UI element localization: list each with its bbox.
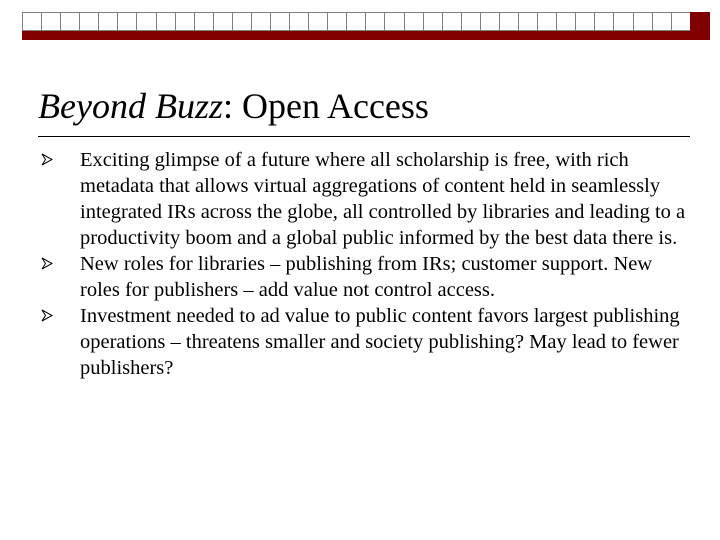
header-square xyxy=(232,12,251,31)
arrowhead-bullet-icon xyxy=(41,153,53,166)
header-square xyxy=(404,12,423,31)
header-square xyxy=(499,12,518,31)
bullet-list xyxy=(38,147,688,381)
header-square xyxy=(442,12,461,31)
header-square xyxy=(652,12,671,31)
header-square xyxy=(79,12,98,31)
slide-title-emphasis: Beyond Buzz xyxy=(38,86,223,126)
header-accent-square xyxy=(690,12,710,31)
header-square xyxy=(518,12,537,31)
header-square xyxy=(117,12,136,31)
header-square xyxy=(346,12,365,31)
header-square xyxy=(480,12,499,31)
header-square xyxy=(327,12,346,31)
arrowhead-bullet-icon xyxy=(41,257,53,270)
header-square xyxy=(423,12,442,31)
bullet-item xyxy=(38,147,688,251)
slide-title xyxy=(38,84,429,128)
bullet-text: Investment needed to ad value to public content favors largest publishing operations – threatens smaller and society publishing? May lead to fewer publishers? xyxy=(80,305,680,379)
header-square xyxy=(270,12,289,31)
header-square xyxy=(537,12,556,31)
header-square xyxy=(194,12,213,31)
header-square xyxy=(289,12,308,31)
header-square xyxy=(156,12,175,31)
header-squares xyxy=(22,12,710,31)
slide-title-rest: : Open Access xyxy=(222,86,429,126)
header-square xyxy=(175,12,194,31)
header-square xyxy=(461,12,480,31)
bullet-text: New roles for libraries – publishing from IRs; customer support. New roles for publishers – add value not control access. xyxy=(80,253,653,301)
header-square xyxy=(575,12,594,31)
header-square xyxy=(251,12,270,31)
header-square xyxy=(41,12,60,31)
header-square xyxy=(556,12,575,31)
bullet-item xyxy=(38,251,688,303)
header-square xyxy=(213,12,232,31)
header-square xyxy=(308,12,327,31)
header-square xyxy=(365,12,384,31)
header-square xyxy=(613,12,632,31)
header-square xyxy=(594,12,613,31)
bullet-item xyxy=(38,303,688,381)
header-square xyxy=(98,12,117,31)
header-square xyxy=(671,12,690,31)
title-divider xyxy=(38,136,690,137)
arrowhead-bullet-icon xyxy=(41,309,53,322)
header-band xyxy=(22,31,710,40)
header-square xyxy=(22,12,41,31)
header-square xyxy=(60,12,79,31)
bullet-text: Exciting glimpse of a future where all scholarship is free, with rich metadata that allows virtual aggregations of content held in seamlessly integrated IRs across the globe, all controlled by libraries and leading to a productivity boom and a global public informed by the best data there is. xyxy=(80,149,686,249)
header-square xyxy=(633,12,652,31)
header-square xyxy=(136,12,155,31)
header-square xyxy=(384,12,403,31)
